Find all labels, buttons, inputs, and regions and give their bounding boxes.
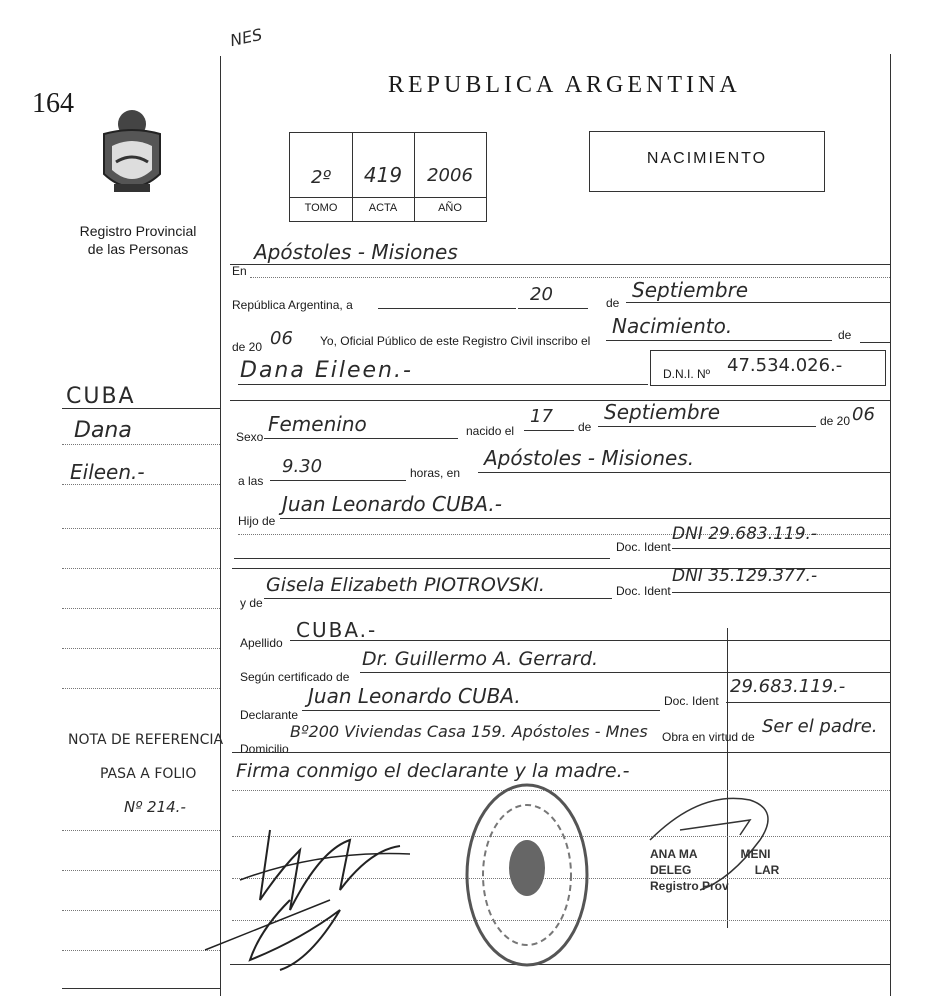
de20-label-b: de 20 xyxy=(820,414,851,428)
corner-number: 164 xyxy=(32,88,74,119)
stamp-line4: LAR xyxy=(754,863,780,877)
provincial-emblem xyxy=(96,104,168,200)
stamp-line1: ANA MA xyxy=(650,847,698,861)
certificate-type: NACIMIENTO xyxy=(646,150,768,167)
apellido-label: Apellido xyxy=(240,636,283,650)
hora-value: 9.30 xyxy=(282,456,323,477)
ano-label: AÑO xyxy=(438,202,462,214)
tomo-value: 2º xyxy=(311,167,331,188)
declarante-dni: 29.683.119.- xyxy=(730,676,846,697)
registry-name xyxy=(68,222,208,258)
alas-label: a las xyxy=(238,474,264,488)
certificate-type-box xyxy=(589,131,825,192)
month-value: Septiembre xyxy=(632,278,749,302)
page-title: REPUBLICA ARGENTINA xyxy=(388,72,741,98)
doc-ident-3: Doc. Ident xyxy=(664,694,719,708)
declarante-value: Juan Leonardo CUBA. xyxy=(308,684,521,708)
stamp-line3: DELEG xyxy=(650,863,692,877)
apellido-value: CUBA.- xyxy=(296,618,378,642)
madre-dni: DNI 35.129.377.- xyxy=(672,566,818,586)
doc-ident-1: Doc. Ident xyxy=(616,540,671,554)
de-label-4: de xyxy=(578,420,592,434)
nacido-year: 06 xyxy=(852,404,875,425)
segun-value: Dr. Guillermo A. Gerrard. xyxy=(362,648,599,670)
yde-label: y de xyxy=(240,596,263,610)
lugar-value: Apóstoles - Misiones. xyxy=(484,446,695,470)
hijo-label: Hijo de xyxy=(238,514,276,528)
dni-value: 47.534.026.- xyxy=(727,355,843,376)
day-value: 20 xyxy=(530,284,553,305)
margin-name1: Dana xyxy=(74,418,132,443)
segun-label: Según certificado de xyxy=(240,670,350,684)
stamp-line2: MENI xyxy=(740,847,771,861)
firma-text: Firma conmigo el declarante y la madre.- xyxy=(236,760,630,782)
acta-label: ACTA xyxy=(368,202,398,214)
obra-value: Ser el padre. xyxy=(762,716,878,737)
year-value: 06 xyxy=(270,328,293,349)
margin-note-line3: Nº 214.- xyxy=(124,798,186,816)
registry-line2: de las Personas xyxy=(87,241,189,257)
en-label: En xyxy=(232,264,247,278)
name-value: Dana Eileen.- xyxy=(240,358,413,383)
domicilio-value: Bº200 Viviendas Casa 159. Apóstoles - Mnes xyxy=(290,722,648,741)
dni-label: D.N.I. Nº xyxy=(663,367,711,381)
inscribo-value: Nacimiento. xyxy=(612,314,733,338)
padre-dni: DNI 29.683.119.- xyxy=(672,524,818,544)
madre-value: Gisela Elizabeth PIOTROVSKI. xyxy=(266,574,545,596)
margin-surname: CUBA xyxy=(66,384,136,409)
horas-label: horas, en xyxy=(410,466,461,480)
margin-note-line2: PASA A FOLIO xyxy=(100,766,197,782)
sexo-label: Sexo xyxy=(236,430,264,444)
record-table xyxy=(289,132,487,222)
acta-value: 419 xyxy=(363,163,403,187)
nacido-label: nacido el xyxy=(466,424,515,438)
signature-left xyxy=(200,810,430,980)
domicilio-label: Domicilio xyxy=(240,742,289,756)
obra-label: Obra en virtud de xyxy=(662,730,755,744)
registry-line1: Registro Provincial xyxy=(79,223,197,239)
en-value: Apóstoles - Misiones xyxy=(254,240,458,264)
margin-note-line1: NOTA DE REFERENCIA xyxy=(68,732,224,748)
sexo-value: Femenino xyxy=(268,412,367,436)
dni-box xyxy=(650,350,886,386)
nacido-day: 17 xyxy=(530,406,553,427)
yo-label: Yo, Oficial Público de este Registro Civil inscribo el xyxy=(320,334,591,348)
nacido-month: Septiembre xyxy=(604,400,721,424)
de20-label: de 20 xyxy=(232,340,263,354)
margin-name2: Eileen.- xyxy=(70,460,145,484)
rep-label: República Argentina, a xyxy=(232,298,353,312)
frame-right-border xyxy=(890,54,891,996)
official-seal xyxy=(462,780,592,970)
de-label-1: de xyxy=(606,296,620,310)
stamp-line5: Registro Prov xyxy=(650,879,729,893)
corner-mark: NES xyxy=(228,24,264,51)
declarante-label: Declarante xyxy=(240,708,299,722)
padre-value: Juan Leonardo CUBA.- xyxy=(282,492,502,516)
doc-ident-2: Doc. Ident xyxy=(616,584,671,598)
ano-value: 2006 xyxy=(427,165,473,186)
tomo-label: TOMO xyxy=(304,202,338,214)
de-label-3: de xyxy=(838,328,852,342)
signature-right xyxy=(640,780,790,900)
